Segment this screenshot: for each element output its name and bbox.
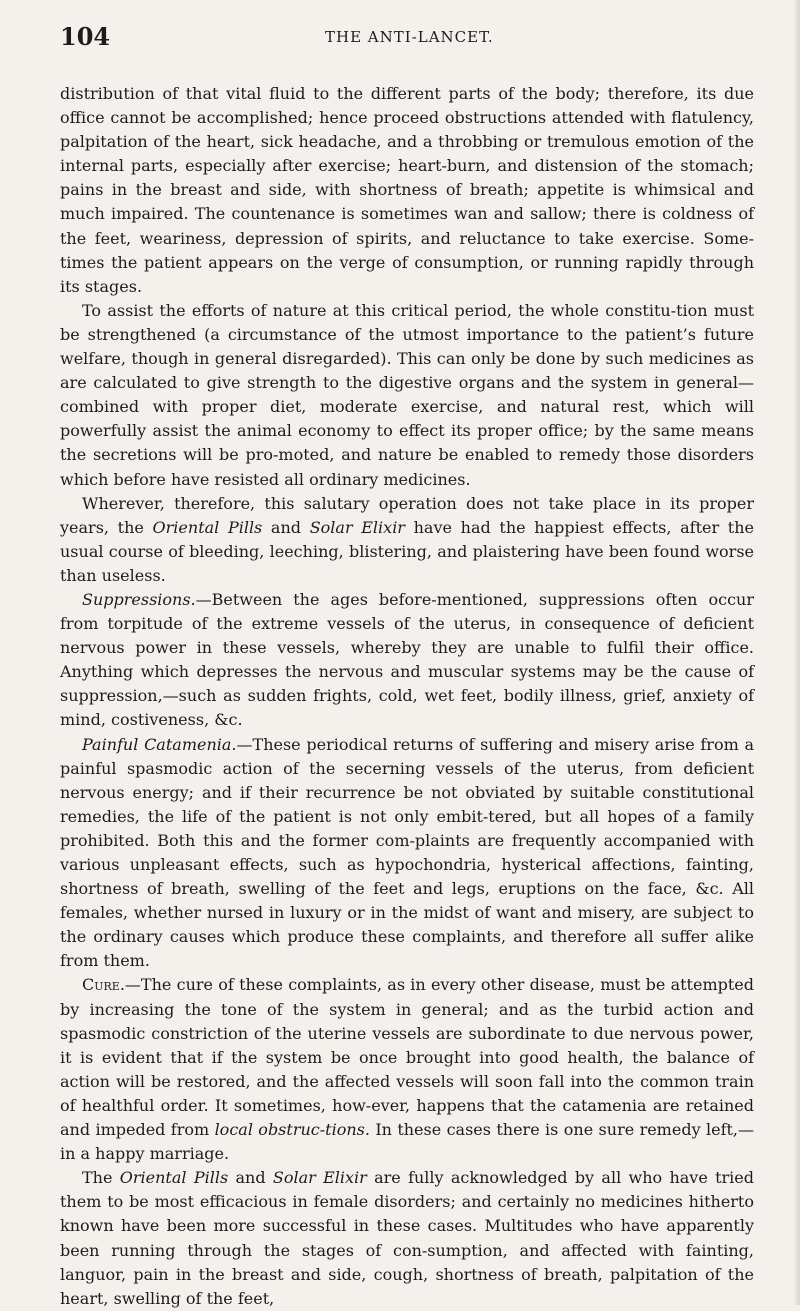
text-segment: distribution of that vital fluid to the different parts of the body; therefore, its due office cannot be accomplished; hence proceed obstructions attended with flatulency, palpitation of the heart, sick headache, and a throbbing or tremulous emotion of the internal parts, especially after exercise; heart-burn, and distension of the stomach; pains in the breast and side, with shortness of breath; appetite is whimsical and much impaired. The countenance is sometimes wan and sallow; there is coldness of the feet, weariness, depression of spirits, and reluctance to take exercise. Some-times the patient appears on the verge of consumption, or running rapidly through its stages. — [60, 84, 754, 296]
text-segment: and — [262, 517, 310, 537]
text-segment: Oriental Pills — [152, 517, 263, 537]
paragraph-continued-symptoms — [60, 82, 754, 299]
paragraph-cure — [60, 973, 754, 1166]
page-number: 104 — [60, 22, 111, 51]
text-segment: Suppressions. — [82, 589, 196, 609]
text-segment: In these cases there is one sure remedy left,—in a happy marriage. — [60, 1120, 755, 1164]
page-edge-shadow — [794, 0, 800, 1305]
body-text — [60, 82, 754, 1311]
text-segment: Painful Catamenia. — [82, 734, 237, 754]
paragraph-painful-catamenia — [60, 733, 754, 974]
running-title: THE ANTI-LANCET. — [325, 28, 494, 46]
paragraph-oriental-pills — [60, 492, 754, 588]
text-segment: The — [82, 1168, 120, 1188]
text-segment: Cure. — [82, 975, 125, 995]
text-segment: local obstruc-tions. — [214, 1120, 370, 1140]
text-segment: —The cure of these complaints, as in every other disease, must be attempted by increasing the tone of the system in general; and as the turbid action and spasmodic constriction of the uterine vessels are subordinate to due nervous power, it is evident that if the system be once brought into good health, the balance of action will be restored, and the affected vessels will soon fall into the common train of healthful order. It sometimes, how-ever, happens that the catamenia are retained and impeded from — [60, 975, 754, 1140]
text-segment: —These periodical returns of suffering and misery arise from a painful spasmodic action of the secerning vessels of the uterus, from deficient nervous energy; and if their recurrence be not obviated by suitable constitutional remedies, the life of the patient is not only embit-tered, but all hopes of a family prohibited. Both this and the former com-plaints are frequently accompanied with various unpleasant effects, such as hypochondria, hysterical affections, fainting, shortness of breath, swelling of the feet and legs, eruptions on the face, &c. All females, whether nursed in luxury or in the midst of want and misery, are subject to the ordinary causes which produce these complaints, and therefore all suffer alike from them. — [60, 734, 755, 971]
text-segment: are fully acknowledged by all who have tried them to be most efficacious in female disorders; and certainly no medicines hitherto known have been more successful in these cases. Multitudes who have apparently been running through the stages of con-sumption, and affected with fainting, languor, pain in the breast and side, cough, shortness of breath, palpitation of the heart, swelling of the feet, — [60, 1168, 755, 1308]
text-segment: Oriental Pills — [119, 1168, 229, 1188]
text-segment: Wherever, therefore, this salutary operation does not take place in its proper years, the — [60, 493, 754, 537]
text-segment: and — [228, 1168, 273, 1188]
text-segment: —Between the ages before-mentioned, suppressions often occur from torpitude of the extreme vessels of the uterus, in consequence of deficient nervous power in these vessels, whereby they are unable to fulfil their office. Anything which depresses the nervous and muscular systems may be the cause of suppression,—such as sudden frights, cold, wet feet, bodily illness, grief, anxiety of mind, costiveness, &c. — [60, 589, 754, 730]
paragraph-strengthening — [60, 299, 754, 492]
text-segment: To assist the efforts of nature at this critical period, the whole constitu-tion must be strengthened (a circumstance of the utmost importance to the patient’s future welfare, though in general disregarded). This can only be done by such medicines as are calculated to give strength to the digestive organs and the system in general—combined with proper diet, moderate exercise, and natural rest, which will powerfully assist the animal economy to effect its proper office; by the same means the secretions will be pro-moted, and nature be enabled to remedy those disorders which before have resisted all ordinary medicines. — [60, 300, 754, 489]
paragraph-remedy-praise — [60, 1166, 754, 1311]
text-segment: Solar Elixir — [309, 517, 405, 537]
paragraph-suppressions — [60, 588, 754, 733]
text-segment: have had the happiest effects, after the usual course of bleeding, leeching, blistering, and plaistering have been found worse than useless. — [60, 517, 754, 585]
running-head — [60, 22, 754, 51]
text-segment: Solar Elixir — [272, 1168, 367, 1188]
